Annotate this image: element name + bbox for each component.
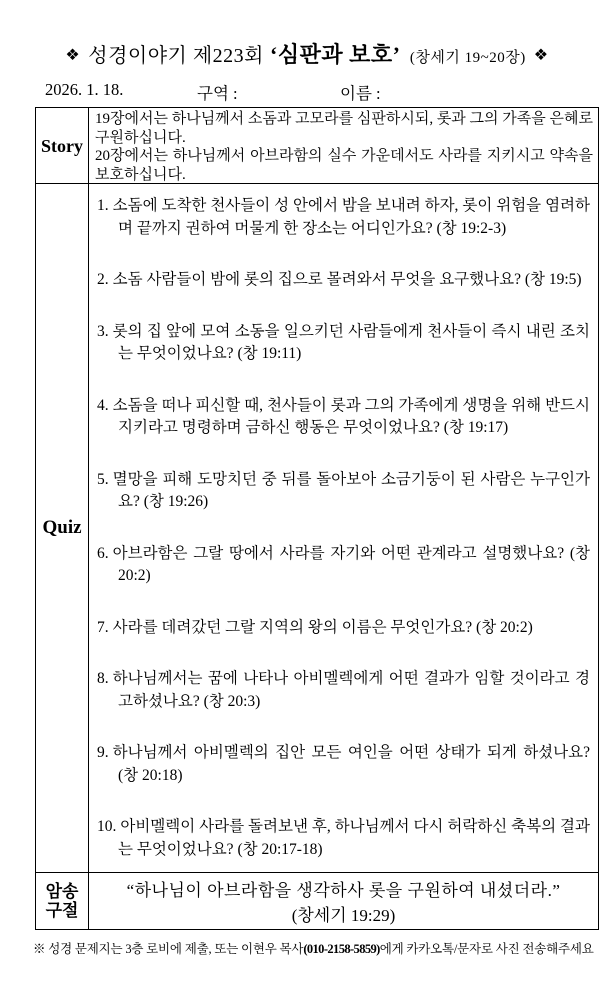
question-number: 1. <box>97 197 109 214</box>
question-number: 6. <box>97 544 109 562</box>
quiz-question <box>97 543 590 588</box>
title-series: 성경이야기 제223회 <box>88 45 264 67</box>
question-number: 5. <box>97 470 109 488</box>
quiz-question <box>97 668 590 713</box>
question-text: 소돔에 도착한 천사들이 성 안에서 밤을 보내려 하자, 롯이 위험을 염려하며 끝까지 권하여 머물게 한 장소는 어디인가요? (창 19:2-3) <box>112 197 590 237</box>
question-text: 아브라함은 그랄 땅에서 사라를 자기와 어떤 관계라고 설명했나요? (창 20:2) <box>112 544 590 584</box>
question-text: 롯의 집 앞에 모여 소동을 일으키던 사람들에게 천사들이 즉시 내린 조치는 무엇이었나요? (창 19:11) <box>112 322 590 362</box>
question-text: 멸망을 피해 도망치던 중 뒤를 돌아보아 소금기둥이 된 사람은 누구인가요? (창 19:26) <box>112 470 590 510</box>
memory-verse-row <box>36 873 598 929</box>
submission-note-prefix: ※ 성경 문제지는 3층 로비에 제출, 또는 이현우 목사 <box>33 942 304 956</box>
meta-line <box>0 80 614 104</box>
pastor-phone-number: (010-2158-5859) <box>303 942 380 956</box>
quiz-question <box>97 195 590 240</box>
question-text: 소돔을 떠나 피신할 때, 천사들이 롯과 그의 가족에게 생명을 위해 반드시 지키라고 명령하며 금하신 행동은 무엇이었나요? (창 19:17) <box>112 396 590 436</box>
question-number: 7. <box>97 618 109 636</box>
question-number: 8. <box>97 670 109 687</box>
question-number: 2. <box>97 271 109 288</box>
title-episode: ‘심판과 보호’ <box>270 42 401 67</box>
worksheet-table <box>35 107 599 930</box>
quiz-question-list <box>89 184 598 872</box>
district-field-label: 구역 : <box>197 84 238 103</box>
memory-verse-reference: (창세기 19:29) <box>291 906 396 925</box>
story-row-label: Story <box>36 108 89 184</box>
quiz-question <box>97 816 590 861</box>
story-text <box>89 108 598 184</box>
memory-verse-row-label: 암송구절 <box>36 873 89 929</box>
question-text: 하나님께서 아비멜렉의 집안 모든 여인을 어떤 상태가 되게 하셨나요? (창 20:18) <box>112 744 590 784</box>
quiz-row-label: Quiz <box>36 184 89 872</box>
story-paragraph: 20장에서는 하나님께서 아브라함의 실수 가운데서도 사라를 지키시고 약속을 보호하십니다. <box>95 148 593 183</box>
name-field-label: 이름 : <box>340 84 381 103</box>
story-row <box>36 108 598 184</box>
diamond-icon-left: ❖ <box>65 47 81 64</box>
memory-verse-text: “하나님이 아브라함을 생각하사 롯을 구원하여 내셨더라.” <box>126 881 561 900</box>
question-number: 9. <box>97 744 109 761</box>
question-text: 사라를 데려갔던 그랄 지역의 왕의 이름은 무엇인가요? (창 20:2) <box>112 618 533 636</box>
page-title <box>0 38 614 69</box>
submission-note-suffix: 에게 카카오톡/문자로 사진 전송해주세요 <box>379 942 594 956</box>
quiz-question <box>97 742 590 787</box>
quiz-question <box>97 395 590 440</box>
submission-note <box>33 939 608 957</box>
memory-verse <box>89 873 598 929</box>
quiz-row <box>36 184 598 873</box>
quiz-question <box>97 321 590 366</box>
story-paragraph: 19장에서는 하나님께서 소돔과 고모라를 심판하시되, 롯과 그의 가족을 은혜로 구원하십니다. <box>95 111 593 146</box>
question-text: 하나님께서는 꿈에 나타나 아비멜렉에게 어떤 결과가 임할 것이라고 경고하셨나요? (창 20:3) <box>112 670 590 710</box>
question-number: 10. <box>97 818 117 835</box>
quiz-question <box>97 469 590 514</box>
question-number: 4. <box>97 396 109 414</box>
question-text: 아비멜렉이 사라를 돌려보낸 후, 하나님께서 다시 허락하신 축복의 결과는 무엇이었나요? (창 20:17-18) <box>118 818 590 858</box>
diamond-icon-right: ❖ <box>533 47 549 64</box>
quiz-question <box>97 269 590 292</box>
question-text: 소돔 사람들이 밤에 롯의 집으로 몰려와서 무엇을 요구했나요? (창 19:5) <box>112 271 582 288</box>
quiz-question <box>97 617 590 640</box>
worksheet-date: 2026. 1. 18. <box>45 80 124 99</box>
question-number: 3. <box>97 322 109 340</box>
title-scripture-range: (창세기 19~20장) <box>409 50 526 66</box>
